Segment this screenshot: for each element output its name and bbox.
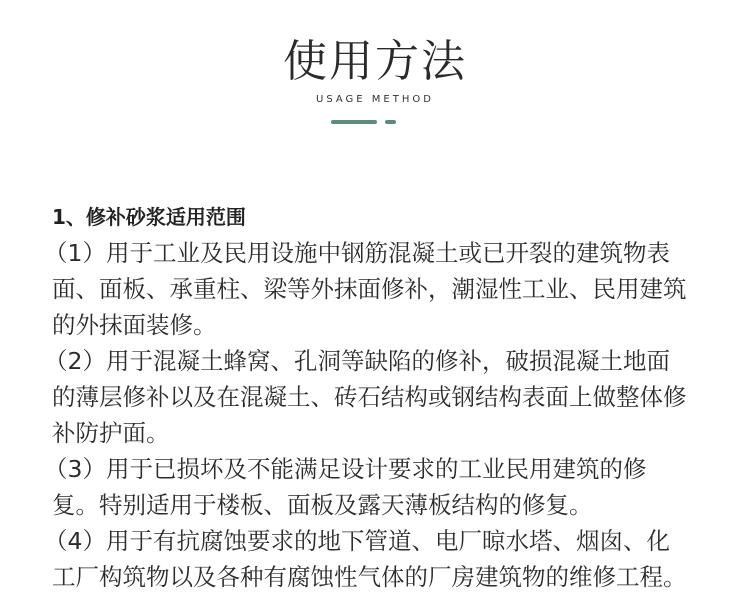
usage-content: [44, 199, 732, 595]
paragraph-line: 的外抹面装修。: [52, 311, 217, 339]
paragraph-list: [44, 235, 732, 595]
paragraph-line: 复。特别适用于楼板、面板及露天薄板结构的修复。: [52, 491, 593, 519]
paragraph-line: 工厂构筑物以及各种有腐蚀性气体的厂房建筑物的维修工程。: [52, 563, 687, 591]
decorative-bar-short: [385, 120, 396, 124]
paragraph-line: 补防护面。: [52, 419, 170, 447]
paragraph: [44, 451, 732, 523]
paragraph: [44, 343, 732, 451]
paragraph: [44, 235, 732, 343]
paragraph-line: （1）用于工业及民用设施中钢筋混凝土或已开裂的建筑物表: [44, 239, 670, 267]
paragraph: [44, 523, 732, 595]
paragraph-line: （3）用于已损坏及不能满足设计要求的工业民用建筑的修: [44, 455, 647, 483]
page-subtitle: USAGE METHOD: [316, 94, 434, 105]
page-title: 使用方法: [283, 36, 467, 87]
decorative-bar-long: [331, 120, 377, 124]
paragraph-line: （4）用于有抗腐蚀要求的地下管道、电厂晾水塔、烟囱、化: [44, 527, 670, 555]
paragraph-line: 面、面板、承重柱、梁等外抹面修补，潮湿性工业、民用建筑: [52, 275, 687, 303]
paragraph-line: 的薄层修补以及在混凝土、砖石结构或钢结构表面上做整体修: [52, 383, 687, 411]
section-heading: 1、修补砂浆适用范围: [52, 205, 246, 229]
paragraph-line: （2）用于混凝土蜂窝、孔洞等缺陷的修补，破损混凝土地面: [44, 347, 670, 375]
